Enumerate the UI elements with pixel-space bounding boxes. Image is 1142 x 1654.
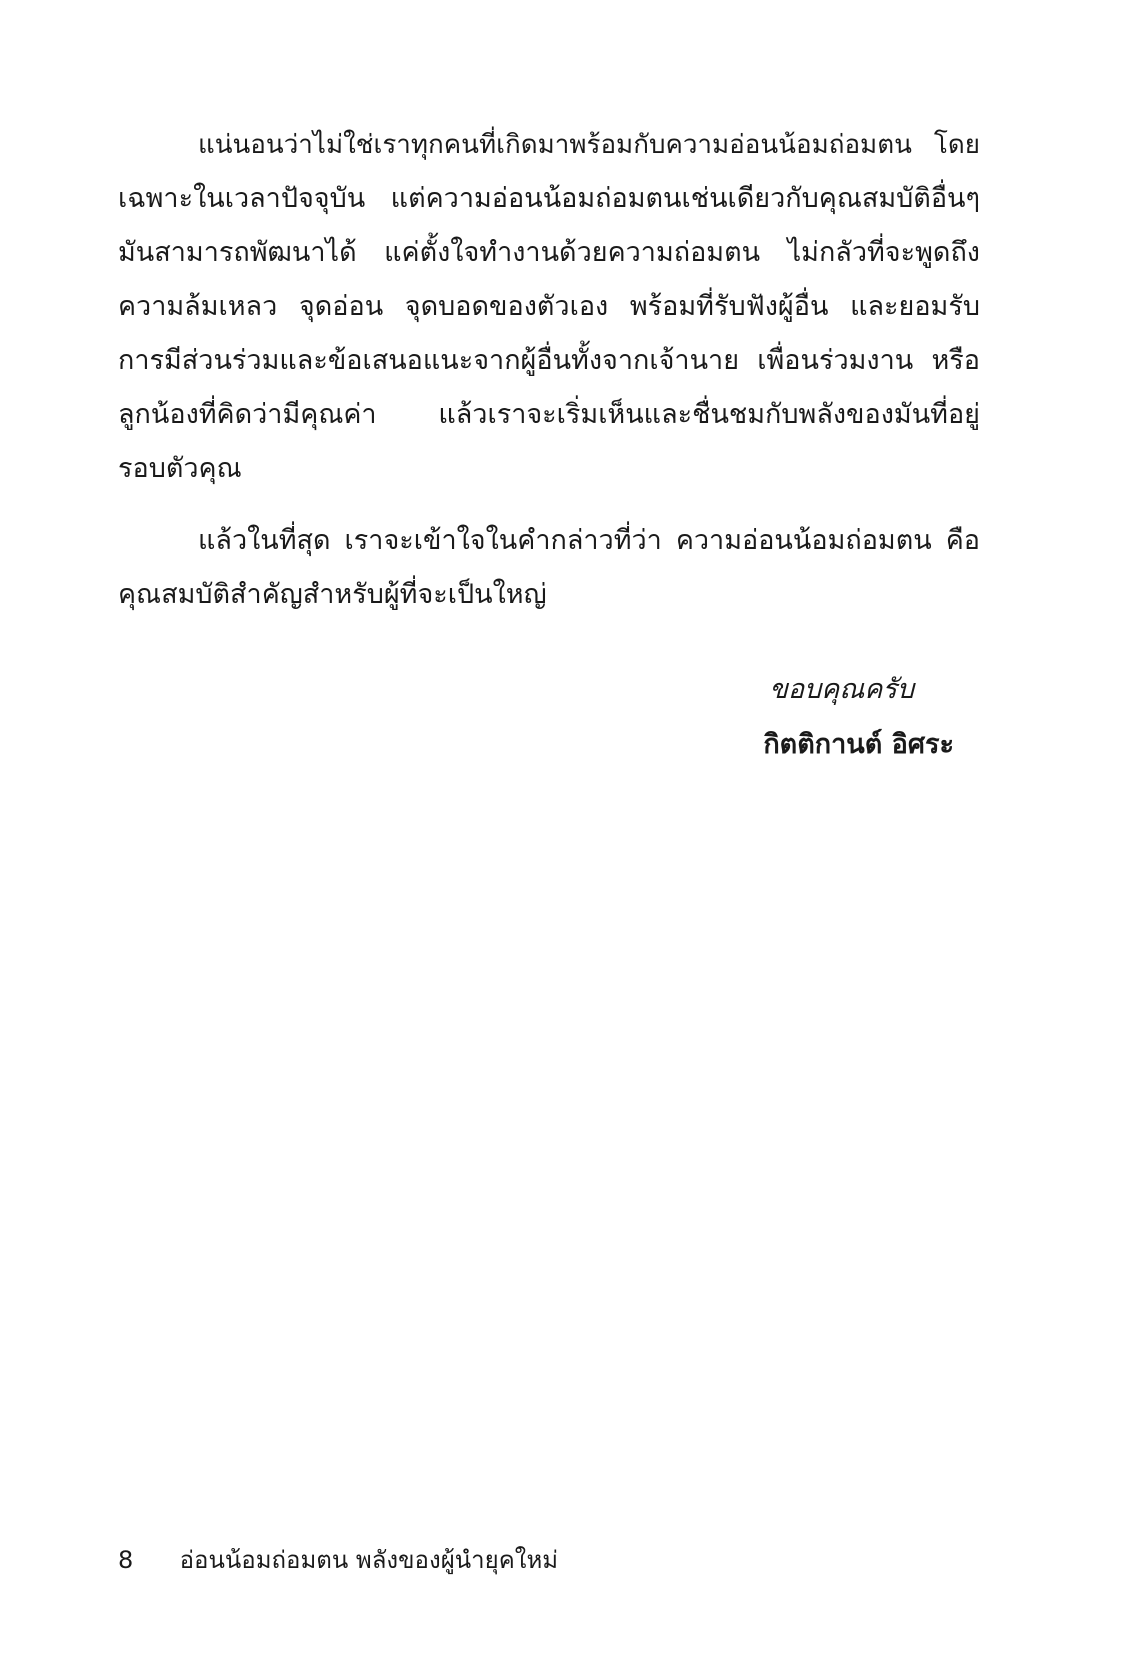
paragraph-line: แล้วในที่สุด เราจะเข้าใจในคำกล่าวที่ว่า ความอ่อนน้อมถ่อมตน คือ xyxy=(198,525,980,556)
paragraph-line: แน่นอนว่าไม่ใช่เราทุกคนที่เกิดมาพร้อมกับความอ่อนน้อมถ่อมตน โดย xyxy=(198,130,980,160)
page-number: 8 xyxy=(118,1546,134,1574)
paragraph-line: ความล้มเหลว จุดอ่อน จุดบอดของตัวเอง พร้อมที่รับฟังผู้อื่น และยอมรับ xyxy=(118,291,980,322)
paragraph-line: การมีส่วนร่วมและข้อเสนอแนะจากผู้อื่นทั้งจากเจ้านาย เพื่อนร่วมงาน หรือ xyxy=(118,345,980,376)
paragraph-line: รอบตัวคุณ xyxy=(118,453,242,484)
closing-thanks: ขอบคุณครับ xyxy=(769,674,914,705)
paragraph-line: คุณสมบัติสำคัญสำหรับผู้ที่จะเป็นใหญ่ xyxy=(118,579,547,610)
paragraph-2 xyxy=(118,514,980,622)
running-title: อ่อนน้อมถ่อมตน พลังของผู้นำยุคใหม่ xyxy=(179,1546,559,1574)
paragraph-1 xyxy=(118,118,980,496)
paragraph-line: ลูกน้องที่คิดว่ามีคุณค่า แล้วเราจะเริ่มเห็นและชื่นชมกับพลังของมันที่อยู่ xyxy=(118,399,980,430)
page-footer xyxy=(118,1544,558,1576)
author-signature: กิตติกานต์ อิศระ xyxy=(763,729,954,760)
paragraph-line: เฉพาะในเวลาปัจจุบัน แต่ความอ่อนน้อมถ่อมตนเช่นเดียวกับคุณสมบัติอื่นๆ xyxy=(118,183,980,214)
paragraph-line: มันสามารถพัฒนาได้ แค่ตั้งใจทำงานด้วยความถ่อมตน ไม่กลัวที่จะพูดถึง xyxy=(118,237,980,268)
